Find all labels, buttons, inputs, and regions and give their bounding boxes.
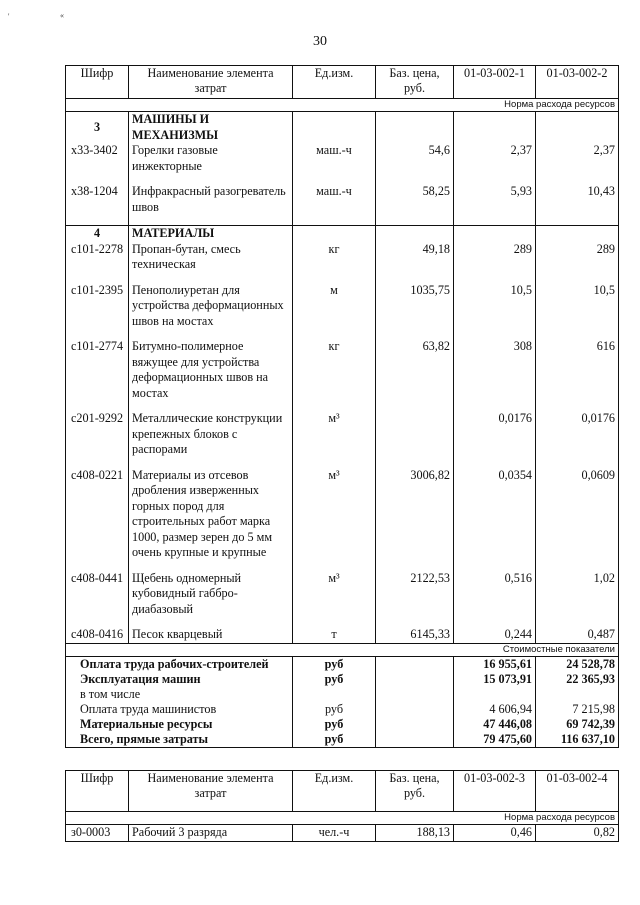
resource-unit: м³ bbox=[293, 468, 376, 561]
resource-name: Битумно-полимерное вяжущее для устройства деформационных швов на мостах bbox=[129, 339, 293, 401]
spacer-cell bbox=[129, 174, 293, 184]
corner-mark-right: « bbox=[60, 11, 64, 20]
header-price: Баз. цена, руб. bbox=[376, 771, 454, 812]
empty-cell bbox=[454, 226, 536, 242]
norm-value-2: 0,487 bbox=[536, 627, 619, 643]
summary-label: Оплата труда машинистов bbox=[66, 702, 293, 717]
table-header-row bbox=[66, 771, 619, 812]
empty-cell bbox=[293, 112, 376, 144]
header-code: Шифр bbox=[66, 771, 129, 812]
spacer-cell bbox=[293, 174, 376, 184]
resource-price: 6145,33 bbox=[376, 627, 454, 643]
spacer-cell bbox=[66, 215, 129, 226]
spacer-cell bbox=[129, 329, 293, 339]
norm-value-2: 0,0176 bbox=[536, 411, 619, 458]
spacer-cell bbox=[536, 329, 619, 339]
section-row bbox=[66, 226, 619, 242]
spacer-cell bbox=[129, 401, 293, 411]
spacer-cell bbox=[454, 561, 536, 571]
norm-value-2: 0,82 bbox=[536, 825, 619, 842]
resource-price: 58,25 bbox=[376, 184, 454, 215]
norm-value-1: 0,46 bbox=[454, 825, 536, 842]
norm-value-1: 0,0354 bbox=[454, 468, 536, 561]
empty-cell bbox=[536, 226, 619, 242]
summary-label: Всего, прямые затраты bbox=[66, 732, 293, 748]
summary-unit: руб bbox=[293, 717, 376, 732]
spacer-cell bbox=[66, 174, 129, 184]
spacer-cell bbox=[536, 401, 619, 411]
resource-table-2 bbox=[65, 770, 619, 842]
spacer-cell bbox=[66, 458, 129, 468]
page-number: 30 bbox=[313, 34, 327, 49]
table-body bbox=[66, 812, 619, 842]
spacer-cell bbox=[376, 174, 454, 184]
spacer-cell bbox=[66, 329, 129, 339]
norm-label-row bbox=[66, 99, 619, 112]
spacer-cell bbox=[454, 401, 536, 411]
spacer-cell bbox=[454, 174, 536, 184]
summary-value-1: 4 606,94 bbox=[454, 702, 536, 717]
header-code: Шифр bbox=[66, 66, 129, 99]
spacer-cell bbox=[293, 401, 376, 411]
norm-label: Норма расхода ресурсов bbox=[66, 99, 619, 112]
header-name: Наименование элемента затрат bbox=[129, 66, 293, 99]
section-title: МАТЕРИАЛЫ bbox=[129, 226, 293, 242]
empty-cell bbox=[376, 732, 454, 748]
spacer-cell bbox=[536, 458, 619, 468]
norm-value-1: 0,244 bbox=[454, 627, 536, 643]
resource-code: с408-0416 bbox=[66, 627, 129, 643]
resource-price: 3006,82 bbox=[376, 468, 454, 561]
header-price: Баз. цена, руб. bbox=[376, 66, 454, 99]
spacer-cell bbox=[376, 215, 454, 226]
resource-unit: кг bbox=[293, 339, 376, 401]
summary-value-1 bbox=[454, 687, 536, 702]
table-row bbox=[66, 143, 619, 174]
resource-name: Инфракрасный разогреватель швов bbox=[129, 184, 293, 215]
spacer-cell bbox=[66, 401, 129, 411]
norm-label: Норма расхода ресурсов bbox=[66, 812, 619, 825]
summary-value-2: 22 365,93 bbox=[536, 672, 619, 687]
spacer-cell bbox=[454, 329, 536, 339]
norm-value-1: 308 bbox=[454, 339, 536, 401]
resource-name: Горелки газовые инжекторные bbox=[129, 143, 293, 174]
empty-cell bbox=[376, 226, 454, 242]
resource-code: х33-3402 bbox=[66, 143, 129, 174]
table-row bbox=[66, 411, 619, 458]
spacer-cell bbox=[293, 273, 376, 283]
summary-row bbox=[66, 732, 619, 748]
summary-value-2 bbox=[536, 687, 619, 702]
resource-name: Щебень одномерный кубовидный габбро-диабазовый bbox=[129, 571, 293, 618]
resource-unit: т bbox=[293, 627, 376, 643]
section-row bbox=[66, 112, 619, 144]
resource-price: 2122,53 bbox=[376, 571, 454, 618]
spacer-cell bbox=[376, 401, 454, 411]
norm-value-1: 5,93 bbox=[454, 184, 536, 215]
norm-value-1: 2,37 bbox=[454, 143, 536, 174]
summary-unit: руб bbox=[293, 702, 376, 717]
spacer-cell bbox=[536, 174, 619, 184]
resource-code: с101-2774 bbox=[66, 339, 129, 401]
empty-cell bbox=[376, 687, 454, 702]
summary-row bbox=[66, 717, 619, 732]
spacer-cell bbox=[376, 458, 454, 468]
spacer-cell bbox=[293, 215, 376, 226]
spacer-cell bbox=[376, 329, 454, 339]
resource-name: Пенополиуретан для устройства деформационных швов на мостах bbox=[129, 283, 293, 330]
summary-value-2: 24 528,78 bbox=[536, 656, 619, 672]
empty-cell bbox=[376, 112, 454, 144]
resource-name: Пропан-бутан, смесь техническая bbox=[129, 242, 293, 273]
header-col2: 01-03-002-4 bbox=[536, 771, 619, 812]
summary-row bbox=[66, 672, 619, 687]
spacer-cell bbox=[66, 561, 129, 571]
resource-code: с101-2395 bbox=[66, 283, 129, 330]
summary-value-1: 47 446,08 bbox=[454, 717, 536, 732]
spacer-row bbox=[66, 174, 619, 184]
resource-unit: м bbox=[293, 283, 376, 330]
header-unit: Ед.изм. bbox=[293, 771, 376, 812]
spacer-cell bbox=[129, 617, 293, 627]
table-row bbox=[66, 184, 619, 215]
norm-value-2: 1,02 bbox=[536, 571, 619, 618]
summary-value-1: 15 073,91 bbox=[454, 672, 536, 687]
resource-unit: маш.-ч bbox=[293, 143, 376, 174]
table-row bbox=[66, 242, 619, 273]
norm-value-2: 10,5 bbox=[536, 283, 619, 330]
resource-code: с408-0441 bbox=[66, 571, 129, 618]
summary-label: в том числе bbox=[66, 687, 293, 702]
section-number: 4 bbox=[66, 226, 129, 242]
resource-unit: чел.-ч bbox=[293, 825, 376, 842]
spacer-cell bbox=[129, 561, 293, 571]
norm-value-2: 616 bbox=[536, 339, 619, 401]
summary-label: Материальные ресурсы bbox=[66, 717, 293, 732]
spacer-row bbox=[66, 458, 619, 468]
empty-cell bbox=[293, 226, 376, 242]
summary-unit: руб bbox=[293, 672, 376, 687]
norm-value-2: 289 bbox=[536, 242, 619, 273]
header-name: Наименование элемента затрат bbox=[129, 771, 293, 812]
table-body bbox=[66, 99, 619, 748]
spacer-cell bbox=[454, 458, 536, 468]
resource-code: с408-0221 bbox=[66, 468, 129, 561]
summary-value-2: 116 637,10 bbox=[536, 732, 619, 748]
spacer-cell bbox=[376, 561, 454, 571]
summary-label: Эксплуатация машин bbox=[66, 672, 293, 687]
spacer-cell bbox=[129, 273, 293, 283]
spacer-row bbox=[66, 329, 619, 339]
header-col1: 01-03-002-3 bbox=[454, 771, 536, 812]
spacer-cell bbox=[129, 215, 293, 226]
spacer-row bbox=[66, 617, 619, 627]
summary-value-2: 69 742,39 bbox=[536, 717, 619, 732]
table-row bbox=[66, 825, 619, 842]
table-row bbox=[66, 283, 619, 330]
spacer-cell bbox=[454, 215, 536, 226]
resource-code: с101-2278 bbox=[66, 242, 129, 273]
empty-cell bbox=[376, 672, 454, 687]
summary-row bbox=[66, 687, 619, 702]
empty-cell bbox=[536, 112, 619, 144]
spacer-cell bbox=[129, 458, 293, 468]
summary-row bbox=[66, 656, 619, 672]
spacer-row bbox=[66, 215, 619, 226]
empty-cell bbox=[376, 656, 454, 672]
summary-value-1: 16 955,61 bbox=[454, 656, 536, 672]
norm-label-row bbox=[66, 812, 619, 825]
spacer-cell bbox=[293, 561, 376, 571]
summary-unit bbox=[293, 687, 376, 702]
table-row bbox=[66, 468, 619, 561]
norm-value-1: 10,5 bbox=[454, 283, 536, 330]
corner-mark-left: ' bbox=[8, 12, 10, 21]
resource-name: Материалы из отсевов дробления изверженных горных пород для строительных работ марка 1000, размер зерен до 5 мм очень крупные и крупные bbox=[129, 468, 293, 561]
summary-row bbox=[66, 702, 619, 717]
spacer-cell bbox=[293, 617, 376, 627]
table-row bbox=[66, 339, 619, 401]
resource-price: 188,13 bbox=[376, 825, 454, 842]
summary-value-1: 79 475,60 bbox=[454, 732, 536, 748]
resource-price bbox=[376, 411, 454, 458]
spacer-cell bbox=[376, 273, 454, 283]
resource-name: Песок кварцевый bbox=[129, 627, 293, 643]
summary-unit: руб bbox=[293, 732, 376, 748]
norm-value-2: 0,0609 bbox=[536, 468, 619, 561]
section-number: 3 bbox=[66, 112, 129, 144]
resource-price: 54,6 bbox=[376, 143, 454, 174]
resource-unit: маш.-ч bbox=[293, 184, 376, 215]
resource-price: 63,82 bbox=[376, 339, 454, 401]
cost-label: Стоимостные показатели bbox=[66, 643, 619, 656]
resource-price: 1035,75 bbox=[376, 283, 454, 330]
norm-value-1: 289 bbox=[454, 242, 536, 273]
header-col1: 01-03-002-1 bbox=[454, 66, 536, 99]
cost-label-row bbox=[66, 643, 619, 656]
spacer-cell bbox=[536, 215, 619, 226]
spacer-cell bbox=[536, 617, 619, 627]
spacer-cell bbox=[376, 617, 454, 627]
spacer-cell bbox=[293, 458, 376, 468]
summary-label: Оплата труда рабочих-строителей bbox=[66, 656, 293, 672]
spacer-row bbox=[66, 561, 619, 571]
resource-table-1 bbox=[65, 65, 619, 748]
norm-value-1: 0,0176 bbox=[454, 411, 536, 458]
resource-unit: м³ bbox=[293, 571, 376, 618]
resource-code: х38-1204 bbox=[66, 184, 129, 215]
empty-cell bbox=[376, 717, 454, 732]
summary-unit: руб bbox=[293, 656, 376, 672]
header-col2: 01-03-002-2 bbox=[536, 66, 619, 99]
empty-cell bbox=[376, 702, 454, 717]
norm-value-2: 2,37 bbox=[536, 143, 619, 174]
table-row bbox=[66, 627, 619, 643]
resource-price: 49,18 bbox=[376, 242, 454, 273]
spacer-cell bbox=[66, 617, 129, 627]
spacer-cell bbox=[293, 329, 376, 339]
resource-name: Рабочий 3 разряда bbox=[129, 825, 293, 842]
empty-cell bbox=[454, 112, 536, 144]
summary-value-2: 7 215,98 bbox=[536, 702, 619, 717]
resource-code: з0-0003 bbox=[66, 825, 129, 842]
norm-value-2: 10,43 bbox=[536, 184, 619, 215]
resource-code: с201-9292 bbox=[66, 411, 129, 458]
resource-unit: кг bbox=[293, 242, 376, 273]
spacer-cell bbox=[536, 561, 619, 571]
section-title: МАШИНЫ И МЕХАНИЗМЫ bbox=[129, 112, 293, 144]
table-row bbox=[66, 571, 619, 618]
spacer-cell bbox=[66, 273, 129, 283]
spacer-row bbox=[66, 401, 619, 411]
spacer-cell bbox=[454, 617, 536, 627]
norm-value-1: 0,516 bbox=[454, 571, 536, 618]
spacer-cell bbox=[454, 273, 536, 283]
resource-name: Металлические конструкции крепежных блоков с распорами bbox=[129, 411, 293, 458]
table-header-row bbox=[66, 66, 619, 99]
resource-unit: м³ bbox=[293, 411, 376, 458]
header-unit: Ед.изм. bbox=[293, 66, 376, 99]
spacer-cell bbox=[536, 273, 619, 283]
spacer-row bbox=[66, 273, 619, 283]
